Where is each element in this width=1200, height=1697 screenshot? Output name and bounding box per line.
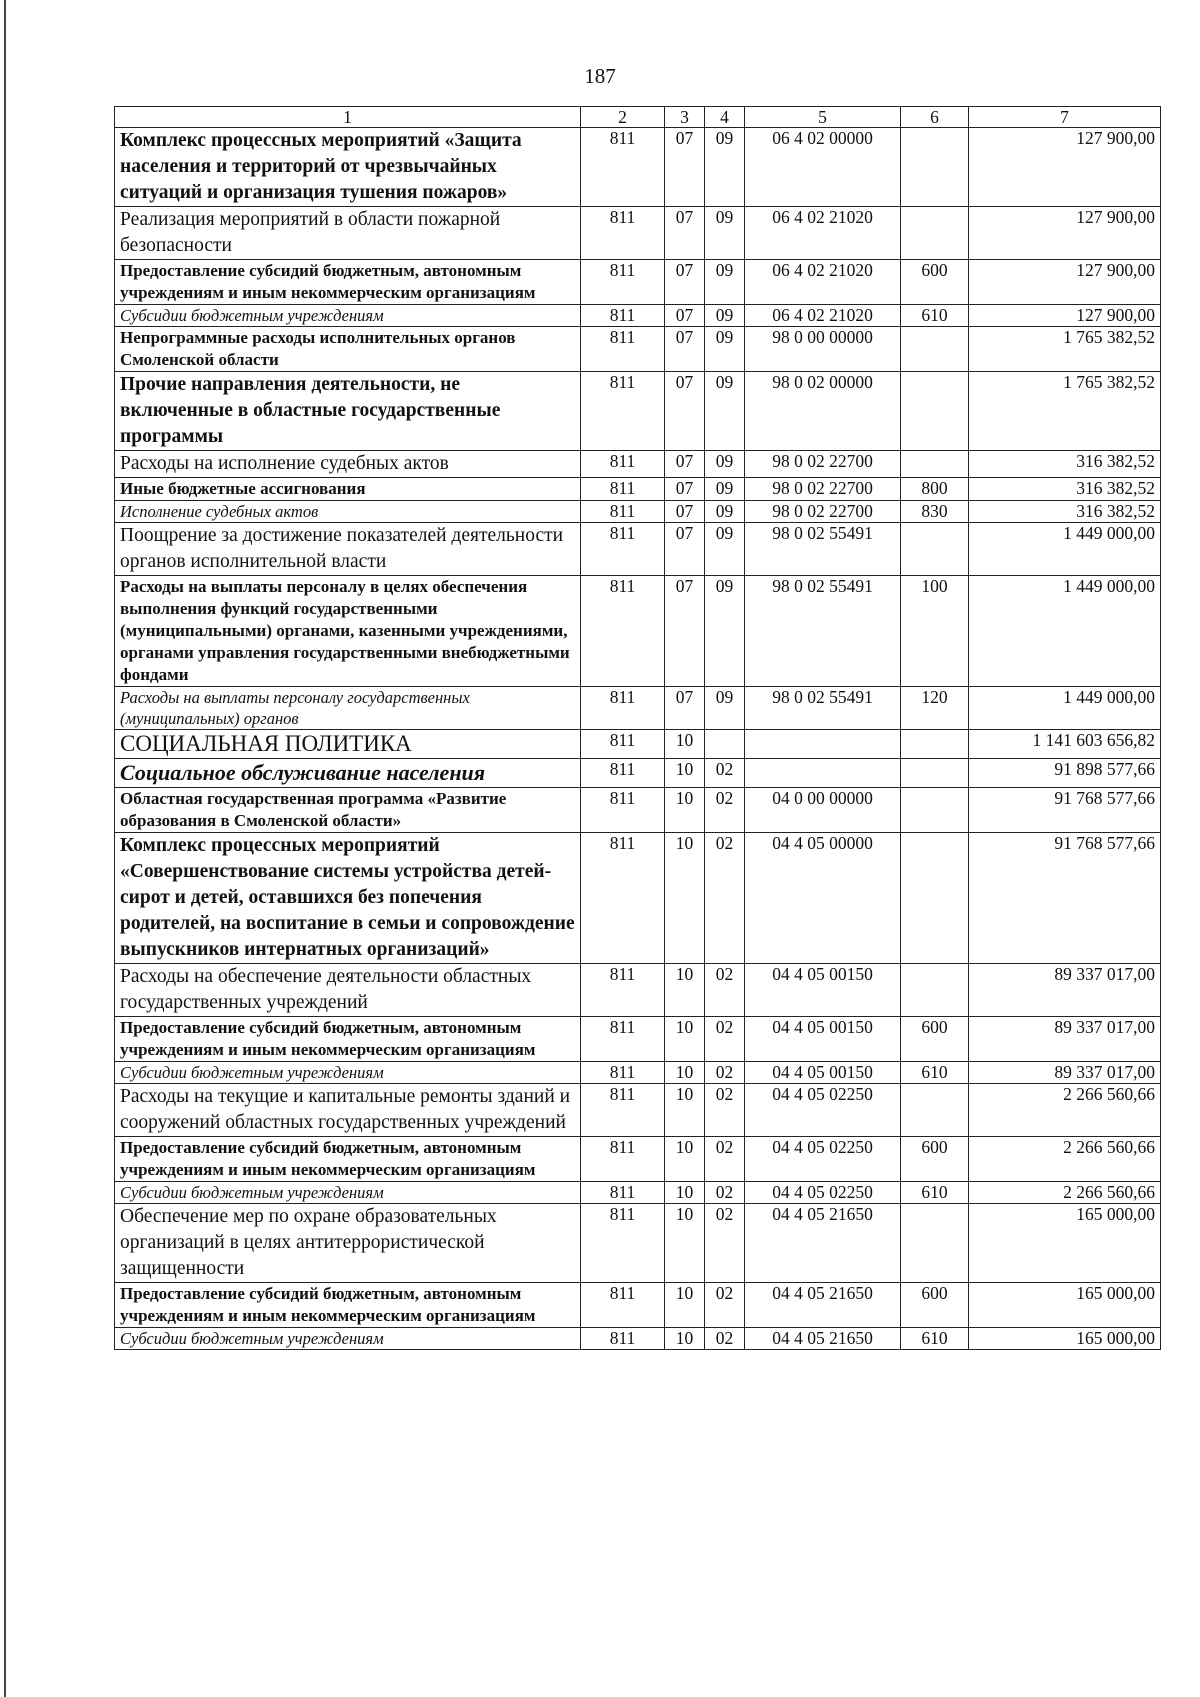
- section-cell: 07: [665, 501, 705, 523]
- row-label-cell: Расходы на исполнение судебных актов: [115, 451, 581, 478]
- subsection-cell: 02: [705, 1283, 745, 1328]
- target-article-cell: 04 4 05 02250: [745, 1084, 901, 1137]
- subsection-cell: 09: [705, 327, 745, 372]
- target-article-cell: 98 0 02 22700: [745, 501, 901, 523]
- amount-cell: 127 900,00: [969, 305, 1161, 327]
- ministry-code-cell: 811: [581, 1062, 665, 1084]
- page-number: 187: [584, 64, 616, 88]
- target-article-cell: 98 0 02 55491: [745, 523, 901, 576]
- section-cell: 10: [665, 1328, 705, 1350]
- amount-cell: 1 141 603 656,82: [969, 730, 1161, 759]
- subsection-cell: 09: [705, 128, 745, 207]
- expense-type-cell: [901, 207, 969, 260]
- row-label-cell: Предоставление субсидий бюджетным, автономным учреждениям и иным некоммерческим организациям: [115, 1017, 581, 1062]
- ministry-code-cell: 811: [581, 260, 665, 305]
- subsection-cell: 09: [705, 501, 745, 523]
- subsection-cell: 09: [705, 372, 745, 451]
- ministry-code-cell: 811: [581, 451, 665, 478]
- subsection-cell: 09: [705, 576, 745, 687]
- amount-cell: 165 000,00: [969, 1328, 1161, 1350]
- expense-type-cell: 120: [901, 687, 969, 730]
- ministry-code-cell: 811: [581, 128, 665, 207]
- ministry-code-cell: 811: [581, 1137, 665, 1182]
- ministry-code-cell: 811: [581, 576, 665, 687]
- amount-cell: 1 765 382,52: [969, 372, 1161, 451]
- table-row: [115, 964, 1161, 1017]
- section-cell: 10: [665, 788, 705, 833]
- expense-type-cell: [901, 523, 969, 576]
- amount-cell: 91 898 577,66: [969, 759, 1161, 788]
- table-row: [115, 576, 1161, 687]
- table-row: [115, 523, 1161, 576]
- amount-cell: 165 000,00: [969, 1204, 1161, 1283]
- table-row: [115, 128, 1161, 207]
- row-label-cell: Субсидии бюджетным учреждениям: [115, 1328, 581, 1350]
- target-article-cell: 98 0 02 00000: [745, 372, 901, 451]
- target-article-cell: 06 4 02 00000: [745, 128, 901, 207]
- section-cell: 10: [665, 1062, 705, 1084]
- column-header: 5: [745, 107, 901, 128]
- expense-type-cell: 600: [901, 1283, 969, 1328]
- section-cell: 10: [665, 1204, 705, 1283]
- target-article-cell: [745, 730, 901, 759]
- ministry-code-cell: 811: [581, 501, 665, 523]
- expense-type-cell: 600: [901, 1017, 969, 1062]
- table-row: [115, 1182, 1161, 1204]
- target-article-cell: [745, 759, 901, 788]
- row-label-cell: Предоставление субсидий бюджетным, автономным учреждениям и иным некоммерческим организациям: [115, 260, 581, 305]
- subsection-cell: 09: [705, 207, 745, 260]
- amount-cell: 2 266 560,66: [969, 1084, 1161, 1137]
- expense-type-cell: [901, 964, 969, 1017]
- expense-type-cell: 600: [901, 1137, 969, 1182]
- amount-cell: 89 337 017,00: [969, 964, 1161, 1017]
- table-row: [115, 260, 1161, 305]
- target-article-cell: 04 4 05 00150: [745, 1062, 901, 1084]
- amount-cell: 91 768 577,66: [969, 833, 1161, 964]
- table-row: [115, 1328, 1161, 1350]
- table-row: [115, 501, 1161, 523]
- ministry-code-cell: 811: [581, 833, 665, 964]
- section-cell: 07: [665, 128, 705, 207]
- column-header: 3: [665, 107, 705, 128]
- expense-type-cell: 610: [901, 1328, 969, 1350]
- subsection-cell: 02: [705, 788, 745, 833]
- expense-type-cell: 100: [901, 576, 969, 687]
- table-row: [115, 1084, 1161, 1137]
- section-cell: 07: [665, 260, 705, 305]
- table-row: [115, 730, 1161, 759]
- target-article-cell: 04 4 05 21650: [745, 1204, 901, 1283]
- ministry-code-cell: 811: [581, 687, 665, 730]
- subsection-cell: 02: [705, 1137, 745, 1182]
- row-label-cell: Субсидии бюджетным учреждениям: [115, 1182, 581, 1204]
- section-cell: 07: [665, 478, 705, 501]
- section-cell: 07: [665, 576, 705, 687]
- amount-cell: 316 382,52: [969, 451, 1161, 478]
- ministry-code-cell: 811: [581, 1204, 665, 1283]
- section-cell: 10: [665, 833, 705, 964]
- section-cell: 10: [665, 1283, 705, 1328]
- amount-cell: 127 900,00: [969, 128, 1161, 207]
- amount-cell: 89 337 017,00: [969, 1062, 1161, 1084]
- row-label-cell: Непрограммные расходы исполнительных органов Смоленской области: [115, 327, 581, 372]
- ministry-code-cell: 811: [581, 523, 665, 576]
- target-article-cell: 98 0 00 00000: [745, 327, 901, 372]
- table-row: [115, 451, 1161, 478]
- section-cell: 07: [665, 305, 705, 327]
- ministry-code-cell: 811: [581, 1283, 665, 1328]
- target-article-cell: 98 0 02 22700: [745, 478, 901, 501]
- row-label-cell: Социальное обслуживание населения: [115, 759, 581, 788]
- expense-type-cell: 830: [901, 501, 969, 523]
- expense-type-cell: 610: [901, 305, 969, 327]
- expense-type-cell: [901, 1204, 969, 1283]
- ministry-code-cell: 811: [581, 964, 665, 1017]
- ministry-code-cell: 811: [581, 305, 665, 327]
- target-article-cell: 04 4 05 02250: [745, 1182, 901, 1204]
- row-label-cell: Поощрение за достижение показателей деятельности органов исполнительной власти: [115, 523, 581, 576]
- section-cell: 07: [665, 207, 705, 260]
- amount-cell: 127 900,00: [969, 207, 1161, 260]
- subsection-cell: 09: [705, 260, 745, 305]
- ministry-code-cell: 811: [581, 372, 665, 451]
- subsection-cell: 09: [705, 305, 745, 327]
- section-cell: 10: [665, 1137, 705, 1182]
- section-cell: 07: [665, 372, 705, 451]
- subsection-cell: 09: [705, 451, 745, 478]
- subsection-cell: 02: [705, 1062, 745, 1084]
- subsection-cell: 02: [705, 1328, 745, 1350]
- row-label-cell: Прочие направления деятельности, не включенные в областные государственные программы: [115, 372, 581, 451]
- table-row: [115, 478, 1161, 501]
- row-label-cell: Предоставление субсидий бюджетным, автономным учреждениям и иным некоммерческим организациям: [115, 1283, 581, 1328]
- section-cell: 10: [665, 1182, 705, 1204]
- row-label-cell: Предоставление субсидий бюджетным, автономным учреждениям и иным некоммерческим организациям: [115, 1137, 581, 1182]
- expense-type-cell: [901, 451, 969, 478]
- subsection-cell: 09: [705, 687, 745, 730]
- amount-cell: 1 449 000,00: [969, 523, 1161, 576]
- table-row: [115, 372, 1161, 451]
- table-row: [115, 788, 1161, 833]
- target-article-cell: 06 4 02 21020: [745, 260, 901, 305]
- ministry-code-cell: 811: [581, 759, 665, 788]
- subsection-cell: [705, 730, 745, 759]
- row-label-cell: Обеспечение мер по охране образовательных организаций в целях антитеррористической защищенности: [115, 1204, 581, 1283]
- target-article-cell: 04 4 05 00150: [745, 964, 901, 1017]
- target-article-cell: 06 4 02 21020: [745, 207, 901, 260]
- ministry-code-cell: 811: [581, 478, 665, 501]
- table-row: [115, 1017, 1161, 1062]
- row-label-cell: Расходы на текущие и капитальные ремонты зданий и сооружений областных государственных учреждений: [115, 1084, 581, 1137]
- row-label-cell: Комплекс процессных мероприятий «Совершенствование системы устройства детей-сирот и детей, оставшихся без попечения родителей, на воспитание в семьи и сопровождение выпускников интернатных организаций»: [115, 833, 581, 964]
- section-cell: 10: [665, 964, 705, 1017]
- column-header: 7: [969, 107, 1161, 128]
- target-article-cell: 04 4 05 00150: [745, 1017, 901, 1062]
- subsection-cell: 02: [705, 759, 745, 788]
- column-header-row: [115, 107, 1161, 128]
- target-article-cell: 98 0 02 22700: [745, 451, 901, 478]
- expense-type-cell: [901, 128, 969, 207]
- amount-cell: 165 000,00: [969, 1283, 1161, 1328]
- column-header: 4: [705, 107, 745, 128]
- expense-type-cell: [901, 1084, 969, 1137]
- row-label-cell: Субсидии бюджетным учреждениям: [115, 1062, 581, 1084]
- column-header: 1: [115, 107, 581, 128]
- section-cell: 07: [665, 687, 705, 730]
- expense-type-cell: [901, 372, 969, 451]
- table-row: [115, 1062, 1161, 1084]
- expense-type-cell: [901, 833, 969, 964]
- ministry-code-cell: 811: [581, 1017, 665, 1062]
- row-label-cell: Исполнение судебных актов: [115, 501, 581, 523]
- target-article-cell: 04 4 05 02250: [745, 1137, 901, 1182]
- ministry-code-cell: 811: [581, 207, 665, 260]
- subsection-cell: 02: [705, 1084, 745, 1137]
- amount-cell: 89 337 017,00: [969, 1017, 1161, 1062]
- target-article-cell: 04 4 05 21650: [745, 1283, 901, 1328]
- subsection-cell: 09: [705, 478, 745, 501]
- section-cell: 07: [665, 327, 705, 372]
- amount-cell: 316 382,52: [969, 478, 1161, 501]
- ministry-code-cell: 811: [581, 1084, 665, 1137]
- ministry-code-cell: 811: [581, 730, 665, 759]
- amount-cell: 1 449 000,00: [969, 576, 1161, 687]
- row-label-cell: Субсидии бюджетным учреждениям: [115, 305, 581, 327]
- expense-type-cell: [901, 730, 969, 759]
- table-row: [115, 305, 1161, 327]
- amount-cell: 1 449 000,00: [969, 687, 1161, 730]
- subsection-cell: 02: [705, 1182, 745, 1204]
- table-row: [115, 687, 1161, 730]
- table-row: [115, 1137, 1161, 1182]
- section-cell: 10: [665, 1084, 705, 1137]
- target-article-cell: 98 0 02 55491: [745, 576, 901, 687]
- column-header: 2: [581, 107, 665, 128]
- target-article-cell: 04 4 05 00000: [745, 833, 901, 964]
- table-row: [115, 327, 1161, 372]
- expense-type-cell: [901, 327, 969, 372]
- table-row: [115, 833, 1161, 964]
- row-label-cell: Комплекс процессных мероприятий «Защита населения и территорий от чрезвычайных ситуаций и организация тушения пожаров»: [115, 128, 581, 207]
- section-cell: 07: [665, 523, 705, 576]
- ministry-code-cell: 811: [581, 1328, 665, 1350]
- expense-type-cell: 610: [901, 1062, 969, 1084]
- table-row: [115, 1283, 1161, 1328]
- subsection-cell: 02: [705, 1017, 745, 1062]
- table-row: [115, 207, 1161, 260]
- row-label-cell: Иные бюджетные ассигнования: [115, 478, 581, 501]
- expense-type-cell: 800: [901, 478, 969, 501]
- table-row: [115, 1204, 1161, 1283]
- row-label-cell: Областная государственная программа «Развитие образования в Смоленской области»: [115, 788, 581, 833]
- scan-edge-line: [4, 0, 6, 1697]
- row-label-cell: СОЦИАЛЬНАЯ ПОЛИТИКА: [115, 730, 581, 759]
- target-article-cell: 98 0 02 55491: [745, 687, 901, 730]
- expense-type-cell: 600: [901, 260, 969, 305]
- expense-type-cell: 610: [901, 1182, 969, 1204]
- table-row: [115, 759, 1161, 788]
- section-cell: 07: [665, 451, 705, 478]
- row-label-cell: Расходы на выплаты персоналу государственных (муниципальных) органов: [115, 687, 581, 730]
- target-article-cell: 04 0 00 00000: [745, 788, 901, 833]
- subsection-cell: 09: [705, 523, 745, 576]
- ministry-code-cell: 811: [581, 1182, 665, 1204]
- subsection-cell: 02: [705, 1204, 745, 1283]
- budget-table: [114, 106, 1161, 1350]
- ministry-code-cell: 811: [581, 788, 665, 833]
- section-cell: 10: [665, 730, 705, 759]
- amount-cell: 91 768 577,66: [969, 788, 1161, 833]
- amount-cell: 127 900,00: [969, 260, 1161, 305]
- amount-cell: 316 382,52: [969, 501, 1161, 523]
- subsection-cell: 02: [705, 833, 745, 964]
- row-label-cell: Расходы на выплаты персоналу в целях обеспечения выполнения функций государственными (муниципальными) органами, казенными учреждениями, органами управления государственными внебюджетными фондами: [115, 576, 581, 687]
- amount-cell: 2 266 560,66: [969, 1182, 1161, 1204]
- column-header: 6: [901, 107, 969, 128]
- expense-type-cell: [901, 759, 969, 788]
- subsection-cell: 02: [705, 964, 745, 1017]
- row-label-cell: Расходы на обеспечение деятельности областных государственных учреждений: [115, 964, 581, 1017]
- amount-cell: 1 765 382,52: [969, 327, 1161, 372]
- ministry-code-cell: 811: [581, 327, 665, 372]
- row-label-cell: Реализация мероприятий в области пожарной безопасности: [115, 207, 581, 260]
- amount-cell: 2 266 560,66: [969, 1137, 1161, 1182]
- target-article-cell: 04 4 05 21650: [745, 1328, 901, 1350]
- target-article-cell: 06 4 02 21020: [745, 305, 901, 327]
- expense-type-cell: [901, 788, 969, 833]
- section-cell: 10: [665, 1017, 705, 1062]
- section-cell: 10: [665, 759, 705, 788]
